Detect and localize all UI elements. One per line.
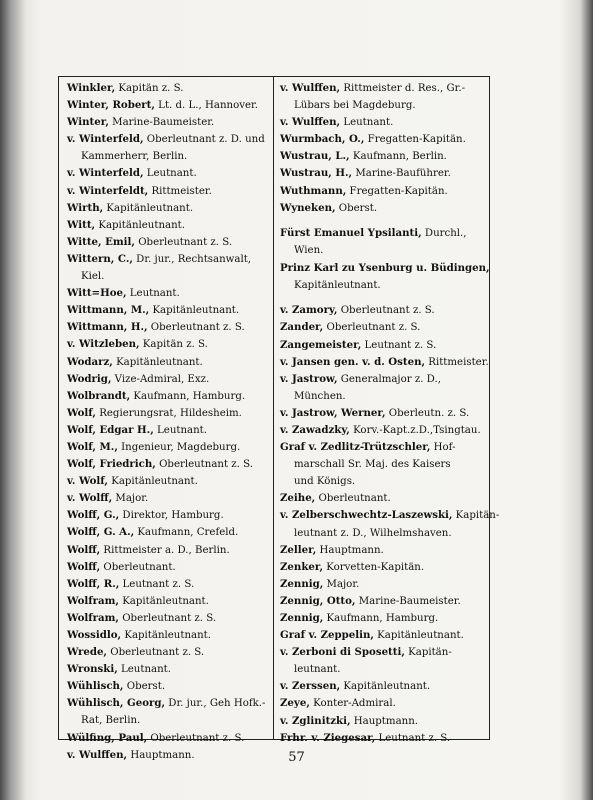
entry-detail: Oberleutnant z. D. und — [143, 134, 265, 146]
entry-name: Wronski, — [67, 663, 118, 676]
entry-detail: Konter-Admiral. — [309, 698, 396, 710]
directory-entry — [67, 234, 267, 251]
entry-name: v. Winterfeld, — [67, 167, 144, 180]
entry-detail: Oberst. — [123, 681, 166, 693]
entry-detail: Oberleutnant z. S. — [147, 322, 245, 334]
directory-entry — [67, 405, 267, 422]
directory-entry — [280, 576, 486, 593]
directory-entry — [280, 713, 486, 730]
entry-name: Zennig, Otto, — [280, 594, 356, 607]
entry-name: v. Witzleben, — [67, 338, 140, 351]
directory-entry — [67, 576, 267, 593]
entry-detail: Rittmeister. — [425, 356, 489, 368]
directory-entry — [67, 524, 267, 541]
entry-name: Wodrig, — [67, 372, 112, 385]
directory-entry — [67, 627, 267, 644]
entry-detail: Kapitän- — [452, 510, 500, 522]
directory-entry — [280, 610, 486, 627]
directory-entry — [67, 336, 267, 353]
entry-detail: Kapitänleutnant. — [149, 305, 240, 317]
entry-name: Wolff, R., — [67, 577, 120, 590]
entry-name: Wolf, M., — [67, 440, 118, 453]
right-column — [280, 80, 500, 747]
entry-name: Wustrau, H., — [280, 167, 353, 180]
entry-detail: Kapitän z. S. — [115, 83, 184, 94]
entry-name: Wossidlo, — [67, 629, 122, 641]
entry-continuation: Kiel. — [81, 271, 105, 283]
entry-continuation: München. — [294, 390, 346, 402]
entry-name: Wrede, — [67, 646, 107, 659]
directory-entry — [67, 217, 267, 234]
entry-continuation: Lübars bei Magdeburg. — [294, 100, 416, 112]
entry-detail: Hof- — [430, 442, 456, 454]
entry-continuation: Wien. — [294, 245, 324, 257]
entry-name: Wolfram, — [67, 611, 119, 624]
directory-entry — [280, 302, 486, 319]
directory-entry — [67, 439, 267, 456]
directory-entry — [280, 559, 486, 576]
entry-name: v. Wulffen, — [280, 116, 341, 129]
entry-name: Wustrau, L., — [280, 150, 350, 163]
entry-name: Zennig, — [280, 612, 324, 624]
entry-detail: Marine-Baumeister. — [355, 595, 461, 607]
directory-entry — [67, 251, 267, 268]
entry-name: v. Zelberschwechtz-Laszewski, — [280, 509, 453, 522]
directory-entry — [67, 285, 267, 302]
entry-detail: Kapitän z. S. — [139, 339, 208, 351]
entry-detail: Leutnant. — [117, 664, 171, 676]
directory-entry — [67, 200, 267, 217]
entry-detail: Leutnant z. S. — [119, 578, 195, 590]
entry-name: v. Winterfeldt, — [67, 184, 149, 197]
directory-entry — [280, 593, 486, 610]
directory-entry — [280, 542, 486, 559]
entry-detail: Dr. jur., Geh Hofk.- — [165, 698, 266, 710]
entry-name: Zenker, — [280, 560, 324, 573]
entry-name: Winter, — [67, 116, 109, 129]
entry-detail: Kapitänleutnant. — [95, 219, 185, 231]
entry-detail: Dr. jur., Rechtsanwalt, — [132, 253, 252, 265]
entry-name: Wurmbach, O., — [280, 133, 365, 146]
entry-name: Wühlisch, Georg, — [67, 697, 166, 710]
directory-entry — [280, 405, 486, 422]
entry-continuation: leutnant. — [294, 664, 341, 676]
directory-entry — [67, 114, 267, 131]
directory-entry — [67, 542, 267, 559]
directory-entry — [67, 354, 267, 371]
directory-entry — [280, 200, 486, 217]
entry-name: Witt, — [67, 218, 96, 231]
entry-detail: Hauptmann. — [127, 749, 195, 761]
directory-entry — [67, 678, 267, 695]
entry-name: Graf v. Zedlitz-Trützschler, — [280, 441, 431, 454]
entry-detail: Oberleutnant. — [315, 493, 391, 505]
entry-name: Zeihe, — [280, 492, 316, 505]
entry-continuation: marschall Sr. Maj. des Kaisers — [294, 459, 451, 471]
directory-entry — [67, 730, 267, 747]
entry-detail: Leutnant. — [126, 288, 180, 300]
entry-detail: Kaufmann, Hamburg. — [323, 613, 439, 624]
entry-name: Prinz Karl zu Ysenburg u. Büdingen, — [280, 261, 490, 274]
entry-detail: Kaufmann, Hamburg. — [130, 390, 246, 402]
directory-entry — [280, 80, 486, 97]
entry-name: v. Zerboni di Sposetti, — [280, 646, 405, 659]
entry-detail: Vize-Admiral, Exz. — [111, 373, 210, 385]
entry-name: Wolff, G. A., — [67, 526, 135, 539]
entry-name: Wolff, — [67, 560, 101, 573]
entry-name: v. Wolff, — [67, 492, 113, 505]
entry-detail: Leutnant. — [340, 117, 394, 129]
entry-name: Wirth, — [67, 201, 104, 214]
entry-detail: Oberleutnant z. S. — [323, 322, 421, 334]
entry-name: Frhr. v. Ziegesar, — [280, 731, 376, 744]
entry-name: v. Zamory, — [280, 304, 338, 317]
directory-entry — [67, 456, 267, 473]
directory-entry — [280, 695, 486, 712]
directory-entry — [280, 730, 486, 747]
entry-detail: Kapitänleutnant. — [340, 681, 431, 693]
entry-name: Zeller, — [280, 543, 317, 556]
entry-name: Winkler, — [67, 82, 116, 94]
directory-entry — [280, 260, 490, 277]
entry-detail: Marine-Bauführer. — [352, 168, 451, 180]
directory-entry — [67, 80, 267, 97]
directory-entry — [67, 371, 267, 388]
directory-entry — [280, 678, 486, 695]
entry-name: Zander, — [280, 321, 324, 334]
entry-name: Wolfram, — [67, 594, 119, 607]
entry-detail: Major. — [112, 493, 149, 505]
entry-detail: Regierungsrat, Hildesheim. — [95, 407, 242, 419]
entry-name: Fürst Emanuel Ypsilanti, — [280, 227, 422, 240]
directory-entry — [280, 627, 486, 644]
entry-detail: Kapitänleutnant. — [107, 476, 198, 488]
entry-continuation: Kammerherr, Berlin. — [81, 151, 188, 163]
entry-detail: Marine-Baumeister. — [108, 117, 215, 129]
entry-detail: Hauptmann. — [316, 544, 384, 556]
directory-entry — [280, 422, 486, 439]
entry-name: v. Wolf, — [67, 475, 108, 488]
directory-entry — [280, 507, 500, 524]
directory-entry — [67, 695, 267, 712]
entry-detail: Kapitänleutnant. — [118, 595, 209, 607]
directory-entry — [280, 337, 486, 354]
entry-name: v. Zawadzky, — [280, 423, 350, 436]
entry-detail: Kaufmann, Crefeld. — [134, 527, 239, 539]
entry-detail: Fregatten-Kapitän. — [364, 134, 466, 146]
entry-detail: Kapitän- — [404, 647, 452, 659]
entry-name: Graf v. Zeppelin, — [280, 629, 374, 642]
entry-detail: Durchl., — [421, 228, 467, 240]
entry-detail: Oberleutn. z. S. — [385, 407, 470, 419]
entry-detail: Oberleutnant z. S. — [147, 732, 245, 744]
entry-name: Winter, Robert, — [67, 99, 155, 112]
entry-detail: Leutnant z. S. — [361, 339, 437, 351]
directory-entry — [67, 559, 267, 576]
entry-detail: Kaufmann, Berlin. — [349, 151, 447, 163]
entry-name: Wolff, — [67, 543, 101, 556]
directory-entry — [67, 131, 267, 148]
entry-name: Wühlisch, — [67, 680, 124, 693]
directory-entry — [280, 490, 486, 507]
directory-entry — [67, 422, 267, 439]
entry-detail: Hauptmann. — [350, 715, 418, 727]
entry-detail: Rittmeister a. D., Berlin. — [100, 544, 230, 556]
entry-name: Wolbrandt, — [67, 389, 131, 402]
directory-entry — [67, 302, 267, 319]
directory-entry — [67, 610, 267, 627]
entry-name: Witt=Hoe, — [67, 287, 127, 300]
entry-name: Wyneken, — [280, 201, 336, 214]
section-gap — [280, 217, 486, 226]
directory-entry — [280, 148, 486, 165]
entry-detail: Oberleutnant z. S. — [337, 305, 435, 317]
column-divider — [273, 77, 274, 739]
entry-detail: Direktor, Hamburg. — [119, 510, 224, 522]
entry-name: Wittern, C., — [67, 252, 133, 265]
left-column — [67, 80, 267, 764]
entry-detail: Korv.-Kapt.z.D.,Tsingtau. — [349, 424, 481, 436]
entry-detail: Fregatten-Kapitän. — [346, 185, 448, 197]
entry-detail: Kapitänleutnant. — [373, 630, 464, 642]
entry-name: Zangemeister, — [280, 338, 362, 351]
directory-entry — [67, 183, 267, 200]
directory-entry — [280, 225, 486, 242]
entry-name: Wolf, Friedrich, — [67, 458, 156, 471]
entry-detail: Leutnant z. S. — [375, 732, 451, 744]
entry-name: Wuthmann, — [280, 184, 347, 197]
directory-entry — [280, 371, 486, 388]
entry-name: v. Jastrow, — [280, 372, 338, 385]
section-gap — [280, 294, 486, 303]
entry-detail: Lt. d. L., Hannover. — [154, 100, 258, 112]
entry-name: v. Jastrow, Werner, — [280, 406, 386, 419]
entry-continuation: Kapitänleutnant. — [294, 279, 381, 291]
entry-name: Wolf, — [67, 406, 96, 419]
directory-entry — [67, 319, 267, 336]
directory-entry — [67, 661, 267, 678]
entry-continuation: Rat, Berlin. — [81, 715, 141, 727]
entry-name: Wolff, G., — [67, 509, 120, 522]
entry-detail: Leutnant. — [153, 424, 207, 436]
entry-name: Wodarz, — [67, 355, 113, 368]
entry-name: v. Wulffen, — [67, 748, 128, 761]
entry-detail: Oberleutnant z. S. — [118, 612, 217, 624]
entry-detail: Kapitänleutnant. — [121, 630, 211, 641]
entry-detail: Korvetten-Kapitän. — [323, 561, 425, 573]
entry-detail: Oberleutnant z. S. — [106, 647, 205, 659]
entry-name: Wülfing, Paul, — [67, 731, 148, 744]
directory-entry — [67, 593, 267, 610]
directory-entry — [280, 354, 489, 371]
entry-detail: Kapitänleutnant. — [103, 202, 194, 214]
entry-continuation: und Königs. — [294, 476, 356, 488]
directory-entry — [67, 490, 267, 507]
directory-entry — [67, 388, 267, 405]
entry-name: Zennig, — [280, 577, 324, 590]
page-number: 57 — [288, 750, 305, 765]
entry-detail: Rittmeister. — [148, 185, 212, 197]
directory-entry — [67, 97, 267, 114]
entry-detail: Generalmajor z. D., — [337, 373, 441, 385]
entry-name: v. Zerssen, — [280, 680, 341, 693]
directory-entry — [280, 319, 486, 336]
entry-continuation: leutnant z. D., Wilhelmshaven. — [294, 527, 452, 539]
directory-entry — [280, 439, 486, 456]
entry-detail: Oberleutnant z. S. — [134, 236, 233, 248]
entry-name: v. Jansen gen. v. d. Osten, — [280, 355, 426, 368]
entry-name: Wittmann, M., — [67, 304, 150, 317]
entry-name: Zeye, — [280, 697, 310, 710]
directory-entry — [67, 165, 267, 182]
entry-name: v. Wulffen, — [280, 82, 341, 94]
directory-entry — [67, 644, 267, 661]
entry-detail: Oberleutnant z. S. — [155, 459, 254, 471]
entry-name: Witte, Emil, — [67, 235, 135, 248]
directory-entry — [280, 644, 486, 661]
entry-detail: Major. — [323, 578, 360, 590]
entry-detail: Kapitänleutnant. — [112, 356, 203, 368]
directory-entry — [67, 473, 267, 490]
directory-entry — [280, 131, 486, 148]
entry-name: v. Zglinitzki, — [280, 714, 351, 727]
entry-detail: Rittmeister d. Res., Gr.- — [340, 83, 466, 94]
directory-entry — [280, 165, 486, 182]
directory-entry — [280, 183, 486, 200]
entry-detail: Oberleutnant. — [100, 561, 176, 573]
entry-name: Wolf, Edgar H., — [67, 423, 154, 436]
entry-detail: Ingenieur, Magdeburg. — [117, 441, 241, 453]
entry-detail: Oberst. — [335, 202, 378, 214]
entry-name: v. Winterfeld, — [67, 133, 144, 146]
directory-entry — [67, 507, 267, 524]
entry-detail: Leutnant. — [143, 168, 197, 180]
directory-entry — [280, 114, 486, 131]
entry-name: Wittmann, H., — [67, 321, 148, 334]
